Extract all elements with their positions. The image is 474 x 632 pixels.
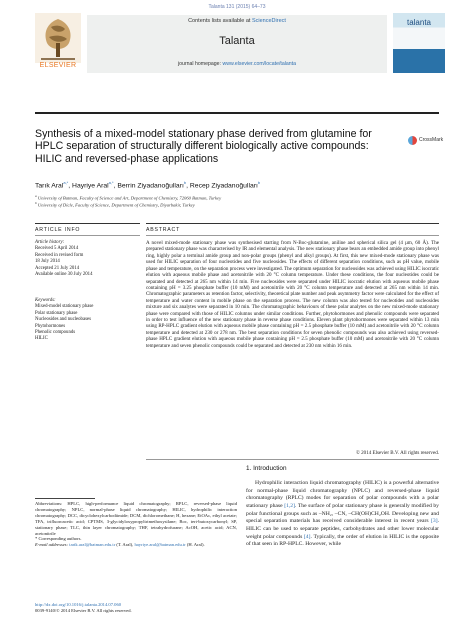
contents-prefix: Contents lists available at	[188, 18, 251, 24]
author-name[interactable]: Tarık Aral	[35, 182, 64, 190]
email-label: E-mail addresses:	[35, 542, 69, 548]
masthead	[35, 13, 445, 75]
keyword-item: Phytohormones	[35, 323, 66, 329]
affiliation-text: University of Batman, Faculty of Science and Art, Department of Chemistry, 72060 Batman, Turkey	[37, 195, 222, 201]
affiliation	[35, 194, 439, 201]
article-info-subrule	[35, 235, 140, 236]
history-label: Article history:	[35, 240, 65, 245]
intro-text: . HILIC can be used to separate peptides, carbohydrates and other lower molecular weight polar compounds	[246, 518, 439, 540]
elsevier-tree-icon	[35, 13, 81, 63]
elsevier-wordmark: ELSEVIER	[39, 62, 77, 69]
author-name[interactable]: Hayriye Aral	[72, 182, 109, 190]
email-owner: (H. Aral).	[186, 542, 205, 548]
author-name[interactable]: Berrin Ziyadanoğulları	[117, 182, 184, 190]
abstract-body: A novel mixed-mode stationary phase was synthesised starting from N-Boc-glutamine, aniline and spherical silica gel (4 µm, 60 Å). The prepared stationary phase was characterised by IR and elemental analysis. The new stationary phase bears an embedded amide group into phenyl ring, highly polar a terminal amide group and non-polar groups (phenyl and alkyl groups). At first, this new mixed-mode stationary phase was used for HILIC separation of four nucleotides and five nucleosides. The effects of different separation conditions, such as pH value, mobile phase and temperature, on the separation process were investigated. The optimum separation for nucleosides was achieved using HILIC isocratic elution with aqueous mobile phase and acetonitrile with 20 °C column temperature. Under these conditions, the four nucleotides could be separated and detected at 265 nm within 14 min. Five nucleosides were separated under HILIC isocratic elution with aqueous mobile phase containing pH = 3.25 phosphate buffer (10 mM) and acetonitrile with 20 °C column temperature and detected at 265 nm within 14 min. Chromatographic parameters as retention factor, selectivity, theoretical plate number and peak asymmetry factor were calculated for the effect of temperature and water content in mobile phase on the separation process. The new column was also tested for nucleotides and nucleosides mixture and six analytes were separated in 10 min. The chromatographic behaviours of these polar analytes on the new mixed-mode stationary phase were compared with those of HILIC columns under similar conditions. Further, phytohormones and phenolic compounds were separated in order to test influence of the new stationary phase in reverse phase conditions. Eleven plant phytohormones were separated within 13 min using RP-HPLC gradient elution with aqueous mobile phase containing pH = 2.5 phosphate buffer (10 mM) and acetonitrile with 20 °C column temperature and detected at 230 or 278 nm. The best separation conditions for seven phenolic compounds was also achieved using reversed-phase HPLC gradient elution with aqueous mobile phase containing pH = 2.5 phosphate buffer (10 mM) and acetonitrile with 20 °C column temperature and seven phenolic compounds could be separated and detected at 230 nm within 16 min.	[146, 240, 439, 349]
article-title: Synthesis of a mixed-model stationary phase derived from glutamine for HPLC separation of structurally different biologically active compounds: HILIC and reversed-phase applications	[35, 128, 372, 165]
email-owner: (T. Aral),	[116, 542, 134, 548]
abbreviations-note: Abbreviations: HPLC, high-performance liquid chromatography; RPLC, reversed-phase liquid chromatography; NPLC, normal-phase liquid chromatography; HILIC, hydrophilic interaction chromatography; DCC, dicyclohexylcarbodiimide; DCM, dichloromethane; H, hexane; EtOAc, ethyl acetate; TFA, trifluoroacetic acid; CPTMS, 3-glycidyloxypropyltrimethoxysilane; Boc, tert-butoxycarbonyl; SP, stationary phase; TLC, thin layer chromatography; THF, tetrahydrofurane; AcOH, acetic acid; ACN, acetonitrile	[35, 501, 237, 536]
author-affil-mark: a,*	[108, 180, 114, 185]
article-info-rule	[35, 223, 140, 224]
intro-text: . Typically, the order of elution in HILIC is the opposite of that seen in RP-HPLC. However, while	[246, 533, 439, 548]
history-item: 18 July 2014	[35, 259, 60, 265]
corresponding-note: * Corresponding authors.	[35, 536, 82, 542]
keyword-item: Phenolic compounds	[35, 330, 76, 336]
affiliation-mark: a	[35, 194, 37, 198]
sciencedirect-link[interactable]: ScienceDirect	[251, 18, 286, 24]
issn-line: 0039-9140/© 2014 Elsevier B.V. All rights reserved.	[35, 608, 132, 613]
homepage-line	[87, 61, 387, 67]
doi-block	[35, 602, 237, 614]
footnotes	[35, 501, 237, 548]
abstract-copyright: © 2014 Elsevier B.V. All rights reserved.	[356, 450, 439, 456]
history-item: Available online 30 July 2014	[35, 272, 93, 278]
keywords	[35, 298, 140, 343]
article-info-heading: ARTICLE INFO	[35, 227, 81, 233]
keyword-item: Nucleosides and nucleobases	[35, 317, 91, 323]
author-name[interactable]: Recep Ziyadanoğulları	[189, 182, 258, 190]
intro-text: Hydrophilic interaction liquid chromatography (HILIC) is a powerful alternative for normal-phase liquid chromatography (NPLC) and reversed-phase liquid chromatography (RPLC) modes for separation of polar compounds with a polar stationary phase	[246, 480, 439, 509]
homepage-link[interactable]: www.elsevier.com/locate/talanta	[222, 61, 296, 67]
homepage-label: journal homepage:	[178, 61, 221, 67]
introduction-body	[246, 480, 439, 549]
author-list: Tarık Aral$^{a,*}$, Hayriye Aral$^{a,*}$, Berrin Ziyadanoğulları$^b$, Recep Ziyadanoğulları$^b$	[35, 180, 261, 190]
abstract-bottom-rule	[146, 459, 439, 460]
email-link[interactable]: hayriye.aral@batman.edu.tr	[134, 542, 186, 548]
header-divider	[35, 112, 439, 114]
abstract-heading: ABSTRACT	[146, 227, 181, 233]
author-affil-mark: b	[257, 180, 261, 185]
citation-link[interactable]: [3]	[431, 518, 438, 525]
keyword-item: HILIC	[35, 336, 48, 342]
citation-link[interactable]: [4]	[303, 533, 311, 540]
journal-cover-title: talanta	[406, 18, 432, 27]
journal-name: Talanta	[219, 35, 255, 47]
article-history	[35, 240, 140, 278]
contents-line	[87, 18, 387, 24]
doi-link[interactable]: http://dx.doi.org/10.1016/j.talanta.2014.07.060	[35, 602, 122, 607]
author-affil-mark: a,*	[63, 180, 69, 185]
crossmark-badge[interactable]	[408, 135, 444, 147]
affiliation-mark: b	[35, 201, 37, 205]
history-item: Received 5 April 2014	[35, 246, 79, 252]
affiliation	[35, 201, 439, 208]
keyword-item: Polar stationary phase	[35, 310, 78, 316]
history-item: Received in revised form	[35, 252, 84, 258]
crossmark-icon	[408, 136, 417, 145]
abstract-subrule	[146, 235, 439, 236]
email-note	[35, 542, 237, 548]
affiliation-text: University of Dicle, Faculty of Science, Department of Chemistry, Diyarbakir, Turkey	[37, 202, 195, 208]
keywords-label: Keywords:	[35, 298, 56, 303]
crossmark-label: CrossMark	[419, 137, 444, 143]
history-item: Accepted 21 July 2014	[35, 265, 80, 271]
journal-citation: Talanta 131 (2015) 64–73	[208, 4, 266, 10]
author-affil-mark: b	[183, 180, 187, 185]
abstract-rule	[146, 223, 439, 224]
footnote-rule	[35, 498, 95, 499]
introduction-heading: 1. Introduction	[246, 465, 287, 472]
journal-banner	[87, 15, 387, 73]
elsevier-logo[interactable]	[35, 13, 81, 73]
intro-text: . The surface of polar stationary phase is generally modified by polar functional groups such as –NH₂, –CN, –CH(OH)CH₂OH. Developing new and special separation materials has received considerable interest in recent years	[246, 502, 439, 525]
citation-link[interactable]: [1,2]	[284, 502, 295, 509]
email-link[interactable]: tarik.aral@batman.edu.tr	[69, 542, 116, 548]
keyword-item: Mixed-model stationary phase	[35, 304, 94, 310]
